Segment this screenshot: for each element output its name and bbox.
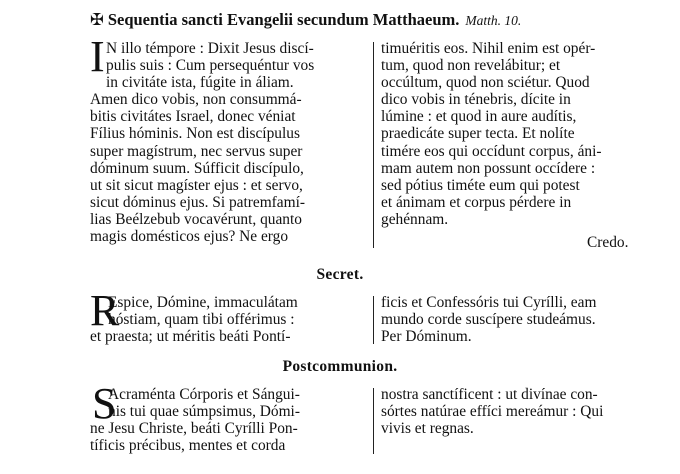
gospel-title: Sequentia sancti Evangelii secundum Matthaeum. (107, 10, 460, 29)
text-line: timuéritis eos. Nihil enim est opér- (381, 40, 596, 57)
text-line: super magístrum, nec servus super (90, 142, 303, 160)
text-line: N illo témpore : Dixit Jesus discí- (106, 40, 314, 57)
text-line: et praesta; ut méritis beáti Pontí- (90, 328, 291, 346)
text-line: Fílius hóminis. Non est discípulus (90, 125, 300, 143)
text-line: sicut dóminus ejus. Si patremfamí- (90, 193, 306, 211)
text-line: mam autem non possunt occídere : (381, 159, 596, 177)
gospel-dropcap: I (90, 32, 105, 81)
text-line: ficis et Confessóris tui Cyrílli, eam (381, 294, 597, 311)
postcommunion-title: Postcommunion. (282, 358, 398, 375)
text-line: lúmine : et quod in aure audítis, (381, 108, 577, 126)
text-line: sórtes natúrae effíci mereámur : Qui (381, 403, 604, 421)
text-line: tum, quod non revelábitur; et (381, 57, 561, 75)
gospel-heading (90, 10, 650, 30)
column-divider (373, 388, 374, 454)
text-line: magis domésticos ejus? Ne ergo (90, 228, 289, 246)
text-line: hóstiam, quam tibi offérimus : (108, 311, 295, 329)
secret-dropcap: R (90, 286, 120, 335)
text-line: mundo corde suscípere studeámus. (381, 311, 596, 329)
text-line: ut sit sicut magíster ejus : et servo, (90, 176, 303, 194)
gospel-left-column (90, 40, 368, 245)
text-line: sed pótius timéte eum qui potest (381, 176, 580, 194)
secret-right-column (381, 294, 657, 345)
text-line: in civitáte ista, fúgite in áliam. (106, 74, 294, 92)
text-line: Amen dico vobis, non consummá- (90, 91, 302, 109)
cross-icon: ✠ (90, 10, 104, 29)
text-line: Acraménta Córporis et Sángui- (108, 386, 300, 403)
text-line: dóminum suum. Súfficit discípulo, (90, 159, 304, 177)
text-line: vivis et regnas. (381, 420, 474, 438)
text-line: et ánimam et corpus pérdere in (381, 193, 572, 211)
text-line: lias Beélzebub vocavérunt, quanto (90, 210, 302, 228)
text-line: occúltum, quod non sciétur. Quod (381, 74, 590, 92)
text-line: tíficis précibus, mentes et corda (90, 437, 286, 455)
text-line: ne Jesu Christe, beáti Cyrílli Pon- (90, 420, 298, 438)
scripture-reference: Matth. 10. (465, 13, 522, 28)
text-line: pulis suis : Cum persequéntur vos (106, 57, 315, 75)
gospel-right-column (381, 40, 657, 228)
postcommunion-dropcap: S (92, 379, 117, 428)
credo-text: Credo. (587, 234, 629, 251)
text-line: gehénnam. (381, 210, 449, 228)
secret-left-column (90, 294, 368, 345)
text-line: bitis civitátes Israel, donec véniat (90, 108, 296, 126)
secret-title: Secret. (316, 266, 364, 283)
text-line: timére eos qui occídunt corpus, áni- (381, 142, 602, 160)
text-line: nis tui quae súmpsimus, Dómi- (108, 403, 300, 421)
column-divider (373, 296, 374, 344)
text-line: Per Dóminum. (381, 328, 472, 346)
text-line: dico vobis in ténebris, dícite in (381, 91, 571, 109)
postcommunion-right-column (381, 386, 657, 437)
text-line: nostra sanctíficent : ut divínae con- (381, 386, 598, 403)
postcommunion-left-column (90, 379, 368, 455)
text-line: Espice, Dómine, immaculátam (108, 294, 298, 311)
column-divider (373, 42, 374, 248)
text-line: praedicáte super tecta. Et nolíte (381, 125, 575, 143)
